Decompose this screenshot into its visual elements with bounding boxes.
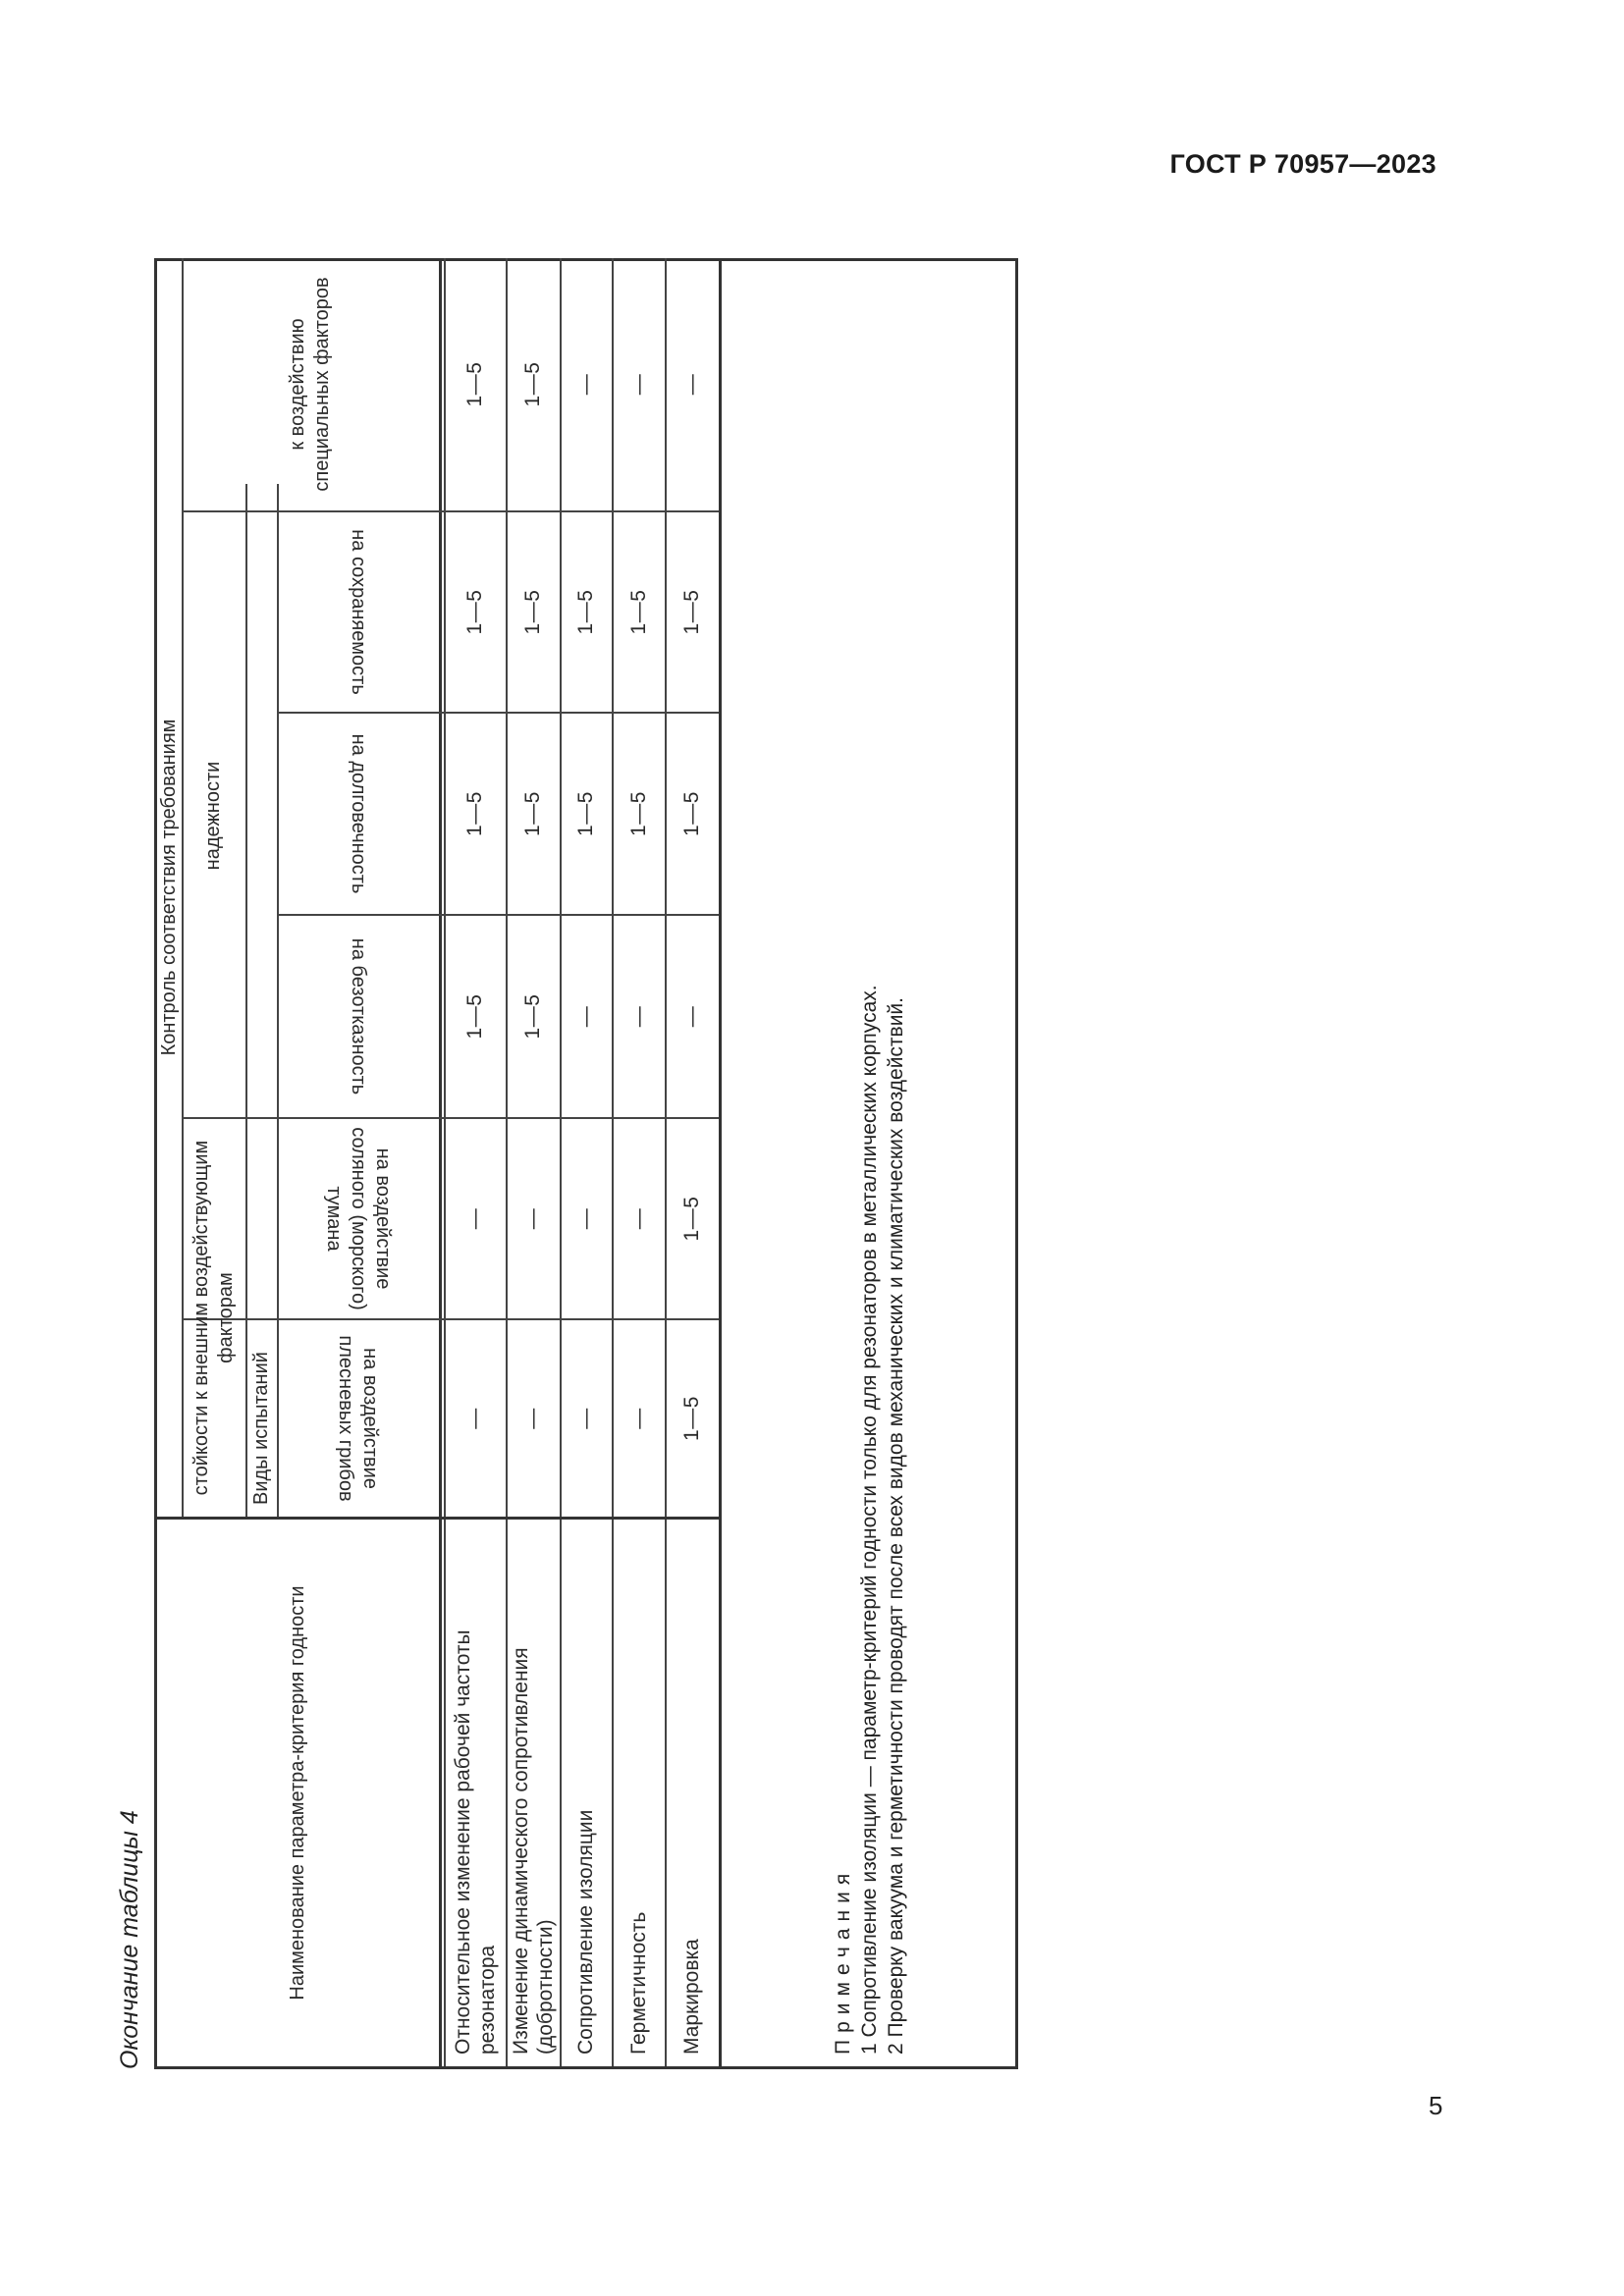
- note-item: 1 Сопротивление изоляции — параметр-критерий годности только для резонаторов в металлических корпусах.: [857, 985, 881, 2055]
- group-resistance-label: стойкости к внешним воздействующим факторам: [189, 1140, 237, 1496]
- conformity-table: [154, 258, 1018, 2069]
- table-cell: 1—5: [680, 1196, 703, 1242]
- table-cell: —: [626, 373, 650, 396]
- table-cell: —: [574, 1408, 597, 1429]
- document-code: ГОСТ Р 70957—2023: [1169, 149, 1436, 179]
- row-header-cell: [157, 1520, 439, 2066]
- table-cell: —: [463, 1207, 486, 1230]
- col-header-salt-fog: [277, 1119, 439, 1318]
- table-cell: —: [574, 373, 597, 396]
- table-cell: 1—5: [521, 791, 544, 836]
- col-header-label: на безотказность: [348, 937, 369, 1095]
- group-special-cell: [182, 258, 439, 510]
- table-notes: [722, 258, 1016, 2066]
- table-cell: 1—5: [626, 791, 650, 836]
- table-cell: —: [626, 1408, 650, 1429]
- note-item: 2 Проверку вакуума и герметичности проводят после всех видов механических и климатических воздействий.: [884, 997, 907, 2055]
- top-header-label: Контроль соответствия требованиям: [158, 719, 180, 1056]
- col-header-storability: [277, 512, 439, 712]
- table-cell: 1—5: [463, 993, 486, 1040]
- group-reliability-label: надежности: [202, 761, 224, 871]
- table-cell: —: [680, 1005, 703, 1028]
- group-special-label: к воздействию специальных факторов: [287, 277, 333, 492]
- table-row-name: Маркировка: [680, 1939, 703, 2055]
- table-cell: —: [680, 373, 703, 396]
- table-cell: —: [574, 1207, 597, 1230]
- table-cell: —: [574, 1005, 597, 1028]
- col-header-label: на долговечность: [348, 733, 369, 894]
- rotated-table-block: [110, 243, 1018, 2109]
- table-cell: 1—5: [463, 361, 486, 407]
- table-cell: 1—5: [680, 791, 703, 836]
- col-header-label: на воздействие соляного (морского) тумана: [323, 1127, 394, 1310]
- table-cell: 1—5: [574, 589, 597, 635]
- table-cell: 1—5: [521, 361, 544, 407]
- col-header-mold: [277, 1320, 439, 1517]
- col-header-durability: [277, 714, 439, 914]
- row-header-label: Наименование параметра-критерия годности: [287, 1585, 308, 2001]
- page-number: 5: [1429, 2091, 1443, 2120]
- test-types-label: Виды испытаний: [249, 1352, 272, 1505]
- table-row-name: Герметичность: [626, 1911, 650, 2055]
- table-cell: —: [521, 1408, 544, 1429]
- table-cell: 1—5: [574, 791, 597, 836]
- group-reliability-cell: [182, 512, 245, 1119]
- table-row-name: Относительное изменение рабочей частоты резонатора: [451, 1629, 499, 2055]
- table-row-name: Изменение динамического сопротивления (добротности): [509, 1647, 557, 2055]
- table-cell: —: [521, 1207, 544, 1230]
- table-cell: —: [626, 1005, 650, 1028]
- table-cell: 1—5: [521, 993, 544, 1040]
- test-types-cell: [245, 512, 277, 1517]
- table-cell: 1—5: [680, 589, 703, 635]
- table-cell: 1—5: [463, 791, 486, 836]
- col-header-label: на воздействие плесневых грибов: [335, 1335, 382, 1502]
- top-header-cell: [157, 258, 182, 1517]
- header-bottom-line: [439, 258, 442, 2066]
- table-cell: 1—5: [463, 589, 486, 635]
- table-cell: —: [626, 1207, 650, 1230]
- table-cell: 1—5: [626, 589, 650, 635]
- col-header-reliability-failure: [277, 916, 439, 1117]
- group-resistance-cell: [182, 1119, 245, 1517]
- notes-title: Примечания: [831, 1866, 854, 2055]
- table-cell: 1—5: [680, 1396, 703, 1441]
- table-cell: —: [463, 1408, 486, 1429]
- col-header-label: на сохраняемость: [348, 529, 369, 695]
- table-row-name: Сопротивление изоляции: [574, 1809, 597, 2055]
- table-cell: 1—5: [521, 589, 544, 635]
- table-caption: Окончание таблицы 4: [116, 1810, 143, 2069]
